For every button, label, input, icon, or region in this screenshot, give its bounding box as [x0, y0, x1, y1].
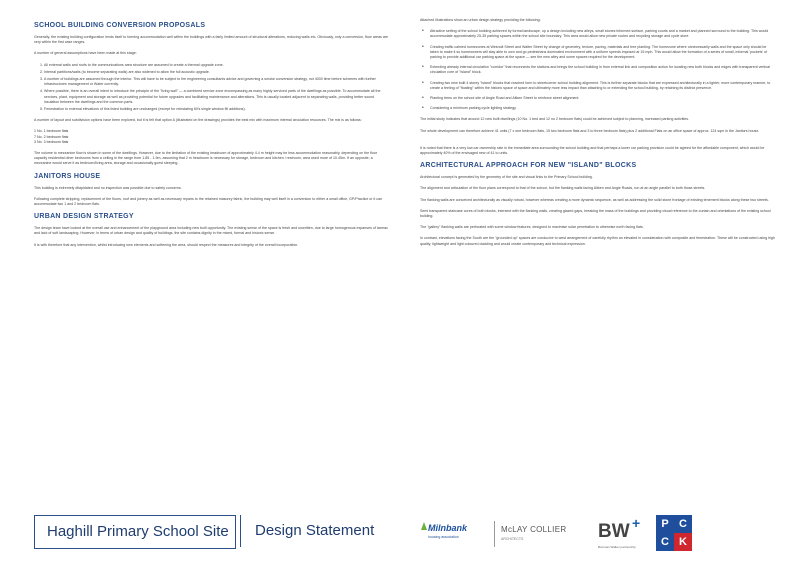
partner-logos [420, 509, 780, 557]
paragraph: Semi transparent staircase cores of both blocks, intersect with the flanking walls, creating glazed gaps, breaking the mass of the buildings and providing visual reference to the curtain and orientations of the existing school building. [420, 208, 771, 219]
paragraph: A number of layout and subdivision options have been explored, but it is felt that option A (illustrated on the drawings) provides the best mix with maximum internal circulation resources. The mix is as follows: [34, 118, 362, 123]
pcck-cell: P [656, 515, 674, 533]
pcck-cell: C [656, 533, 674, 551]
section-heading-conversion: SCHOOL BUILDING CONVERSION PROPOSALS [34, 22, 206, 29]
milnbank-wordmark: Milnbank [428, 523, 468, 533]
paragraph: Architectural concept is generated by the geometry of the site and visual links to the Primary School building. [420, 175, 593, 180]
paragraph: Attached illustrations show an urban design strategy providing the following: [420, 18, 541, 22]
list-item: 3 No. 3 bedroom flats [34, 139, 69, 144]
list-item: 2. Internal partitions/walls (to become separating walls) are also widened to allow the full acoustic upgrade. [44, 70, 389, 75]
bw-plus: + [632, 515, 641, 531]
strategy-bullets [420, 29, 775, 111]
pcck-logo [656, 515, 692, 551]
paragraph: The "gallery" flanking walls are perforated with some window features, designed to maximise solar penetration to otherwise north facing flats. [420, 225, 644, 230]
paragraph: The volume to mezzanine flow is shown in some of the dwellings. However, due to the limitation of the existing headroom of approximately 4.4 m height may be less accommodation reasonably, depending on the floor capacity residential other bedrooms from a ceiling in the range from 1.85 - 1.9m, assuming that 2 m headroom is necessary for storage, bedroom and kitchen / restroom, area used more of 10.45m. If an opposite, a mezzanine would serve it as bedroom/living area, storage and occasionally guest sleeping. [34, 151, 378, 166]
paragraph: The whole development can therefore achieve 41 units (7 x one bedroom flats, 15 two bedroom flats and 3 to three bedroom flats) plus 2 additional Flats on an office space of approx. 124 sqm in the Janitors house. [420, 128, 760, 133]
paragraph: In contrast, elevations facing the South are the "grounded up" spaces are conducive to west arrangement of carefully rhythm an elevated in consideration with composite and fenestration. These will be constructed using high quality, lightweight and light coloured cladding and would create contemporary and technical expression. [420, 236, 775, 246]
list-item: • Considering a minimum parking cycle lighting strategy. [430, 106, 775, 111]
milnbank-subtitle: housing association [428, 535, 459, 539]
bw-subtitle: Bowman Walker partnership [598, 545, 636, 549]
paragraph: The design team have looked at the overall use and enhancement of the playground area including new built opportunity. The existing sense of the space is fresh and unwritten, due to large homogenous expanses of tarmac and lack of soft landscaping. However, in terms of urban design and quality of buildings, the site contains dignity in the mixed, formal and historic sense. [34, 226, 388, 236]
list-item: 3. A number of buildings are assumed through the interior. This will have to be subject to fire engineering consultants advice and governing a smoke conversion strategy, not 4000 time before schemes with further infrastructures management or Water currently. [44, 77, 389, 87]
mclay-collier-logo [494, 521, 577, 547]
footer-bar [0, 505, 800, 565]
paragraph: The initial study indicates that around 12 new built dwellings (10 No. 1 bed and 12 no 2 bedroom flats) could be achieved subject to planning, increased parking activities. [420, 117, 690, 122]
assumptions-list [34, 63, 389, 113]
doc-title-box [240, 515, 411, 547]
site-title-box [34, 515, 236, 549]
site-title: Haghill Primary School Site [47, 523, 229, 540]
paragraph: Following complete stripping, replacement of the floors, roof and joinery as well as necessary repairs to the retained masonry fabric, the building may well itself in a conversion to either a small office, GP/Practice or it can accommodate two 1 and 2 bedroom flats. [34, 196, 383, 207]
paragraph: A number of general assumptions have been made at this stage: [34, 51, 137, 56]
mclay-collier-wordmark: McLAY COLLIER [501, 525, 567, 534]
left-column [34, 18, 389, 254]
milnbank-logo [420, 519, 480, 549]
section-heading-architectural: ARCHITECTURAL APPROACH FOR NEW "ISLAND" BLOCKS [420, 162, 637, 170]
mclay-collier-subtitle: ARCHITECTS [501, 537, 524, 541]
paragraph: It is with therefore that any intervention, whilst introducing new elements and softening the area, should respect the measures and integrity of the overall incorporation. [34, 242, 299, 247]
pcck-cell: C [674, 515, 692, 533]
list-item: • Attractive setting of the school building achieved by formal landscape, up a design including new alleys, small stones informed surface, parking courts and a market and planned surround to the building. This would accommodate approximately 25-35 parking spaces within the school site boundary. This area would allow new private routes and recycling storage and cycle store. [430, 29, 775, 39]
doc-title: Design Statement [255, 522, 375, 539]
list-item: 5. Fenestration to external elevations of this listed building are unchanged (except for reinstating 60's single window fill additions). [44, 107, 389, 112]
list-item: 1 No. 1 bedroom flats [34, 129, 69, 134]
list-item: • Extending already internal circulation "corridor" that reconnects the stations and brings the school building in from external link and composition action for locating new both blocks and edges with transparent vertical circulation core of "island" block. [430, 65, 775, 75]
bw-wordmark: BW [598, 521, 630, 542]
list-item: 1. All external walls and roofs to the communications area structure are assumed to create a thermal upgrade zone. [44, 63, 389, 68]
right-column [420, 18, 775, 253]
section-heading-janitors: JANITORS HOUSE [34, 172, 101, 180]
paragraph: The alignment and articulation of the floor plans correspond to that of the school, but the flanking walls facing Aitken and Angie Roads, run at an angle parallel to both those streets. [420, 186, 706, 191]
pcck-cell: K [674, 533, 692, 551]
list-item: • Creating two new built 4 storey "island" blocks that reached form to streetcorner school building alignment. This is further separate blocks that are expressed architecturally in a lighter, more contemporary manner, to create a feeling of "floating" within the historic space of space and ultimately more less impact than attaching to or extending the school building, by retaining its distinct presence. [430, 81, 775, 91]
bw-logo [598, 515, 648, 551]
paragraph: This building is extremely dilapidated and no inspection was possible due to safety concerns. [34, 185, 182, 190]
paragraph: It is noted that there is a very low car ownership rate in the immediate area surrounding the school building and that perhaps a lower car parking provision could be agreed for the affordable component, which would be approximately 40% of the envisaged new of 41 to units. [420, 145, 765, 156]
paragraph: Generally, the existing building configuration lends itself to forming accommodation well within the buildings with a fairly limited amount of structural alterations, reducing walls etc. Obviously, only a conversion, floor areas are very within the first case ranges. [34, 35, 389, 45]
paragraph: The flanking walls are conceived architecturally as visually robust, however whereas creating a more dynamic sequence, as well as addressing the solid stone frontage of existing tenement blocks along these two streets. [420, 197, 769, 202]
list-item: • Planting trees on the school site of Angie Road and Aitken Street to reinforce street alignment. [430, 96, 775, 101]
list-item: 7 No. 2 bedroom flats [34, 134, 69, 139]
list-item: 4. Where possible, there is an overall intent to introduce the principle of the "living wall" — a combined service zone encompassing as many highly serviced parts of the dwellings as possible. To accommodate all the services, plant, equipment and storage as well as providing potential for future upgrades and facilitating maintenance and alterations. This is usually located adjacent to separating walls, providing better sound insulation between the dwellings and the common parts. [44, 89, 389, 105]
list-item: • Creating traffic calmed homezones at Wesnolt Street and Walter Street by change of geometry, texture, paving, materials and tree planting. The homezone where unnecessarily walls and the space only should be taken to make it so homeowners will stay able to own and go pedestrians dominated environment with a uniform speeds imposed at 15 mph. This would allow the formation of a series of small, informal 'pockets' of parking to provide additional car parking space at the space — see the new alley and some spaces required for the development. [430, 45, 775, 61]
bedroom-mix-list [34, 129, 389, 145]
milnbank-mark-icon [420, 521, 428, 531]
section-heading-urban: URBAN DESIGN STRATEGY [34, 213, 134, 221]
